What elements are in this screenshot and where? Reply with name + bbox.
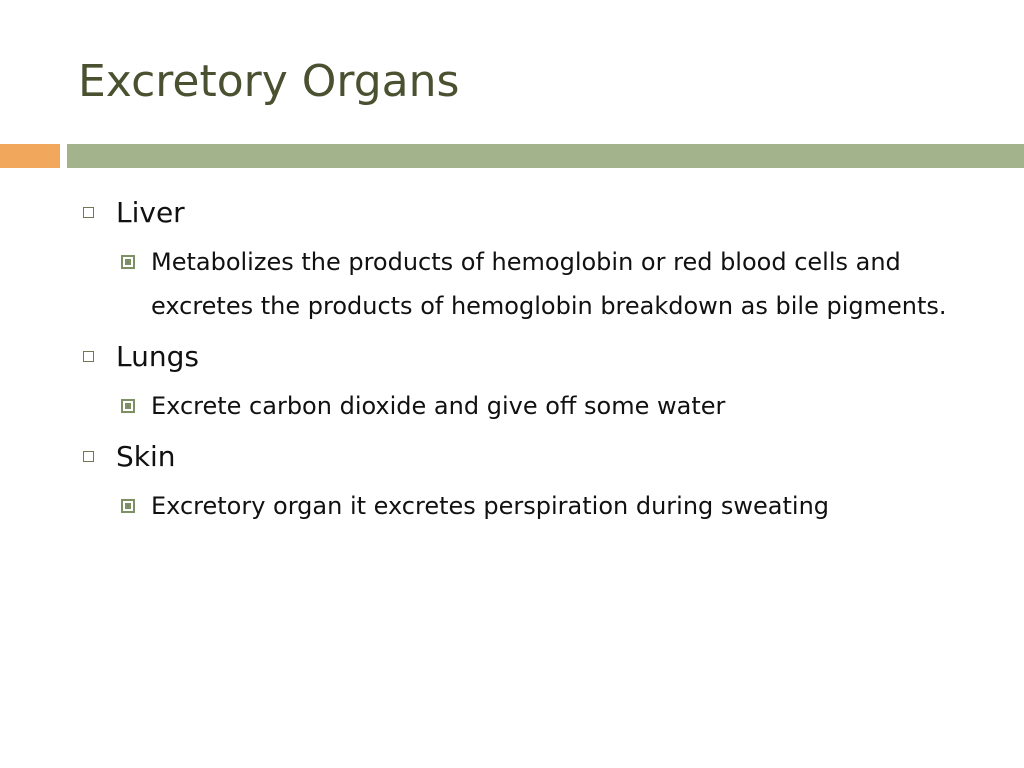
- square-outline-bullet-icon: [83, 207, 94, 218]
- sub-bullet-text: Excrete carbon dioxide and give off some water: [151, 392, 726, 420]
- slide-title: Excretory Organs: [78, 56, 460, 107]
- sub-bullet-text: Metabolizes the products of hemoglobin or red blood cells and excretes the products of hemoglobin breakdown as bile pigments.: [151, 248, 947, 320]
- bullet-label: Lungs: [116, 340, 199, 373]
- square-filled-bullet-icon: [121, 399, 135, 413]
- sub-bullet-text: Excretory organ it excretes perspiration during sweating: [151, 492, 830, 520]
- square-outline-bullet-icon: [83, 451, 94, 462]
- bullet-level-1: [82, 436, 982, 478]
- title-accent-bar: [0, 144, 60, 168]
- list-item: [82, 192, 982, 328]
- bullet-level-1: [82, 192, 982, 234]
- title-divider-bar: [67, 144, 1024, 168]
- list-item: [82, 336, 982, 428]
- square-filled-bullet-icon: [121, 499, 135, 513]
- bullet-label: Liver: [116, 196, 185, 229]
- square-filled-bullet-icon: [121, 255, 135, 269]
- bullet-level-2: [151, 484, 951, 528]
- bullet-level-1: [82, 336, 982, 378]
- bullet-label: Skin: [116, 440, 176, 473]
- list-item: [82, 436, 982, 528]
- bullet-list: [82, 192, 982, 528]
- bullet-level-2: [151, 240, 951, 328]
- bullet-level-2: [151, 384, 951, 428]
- square-outline-bullet-icon: [83, 351, 94, 362]
